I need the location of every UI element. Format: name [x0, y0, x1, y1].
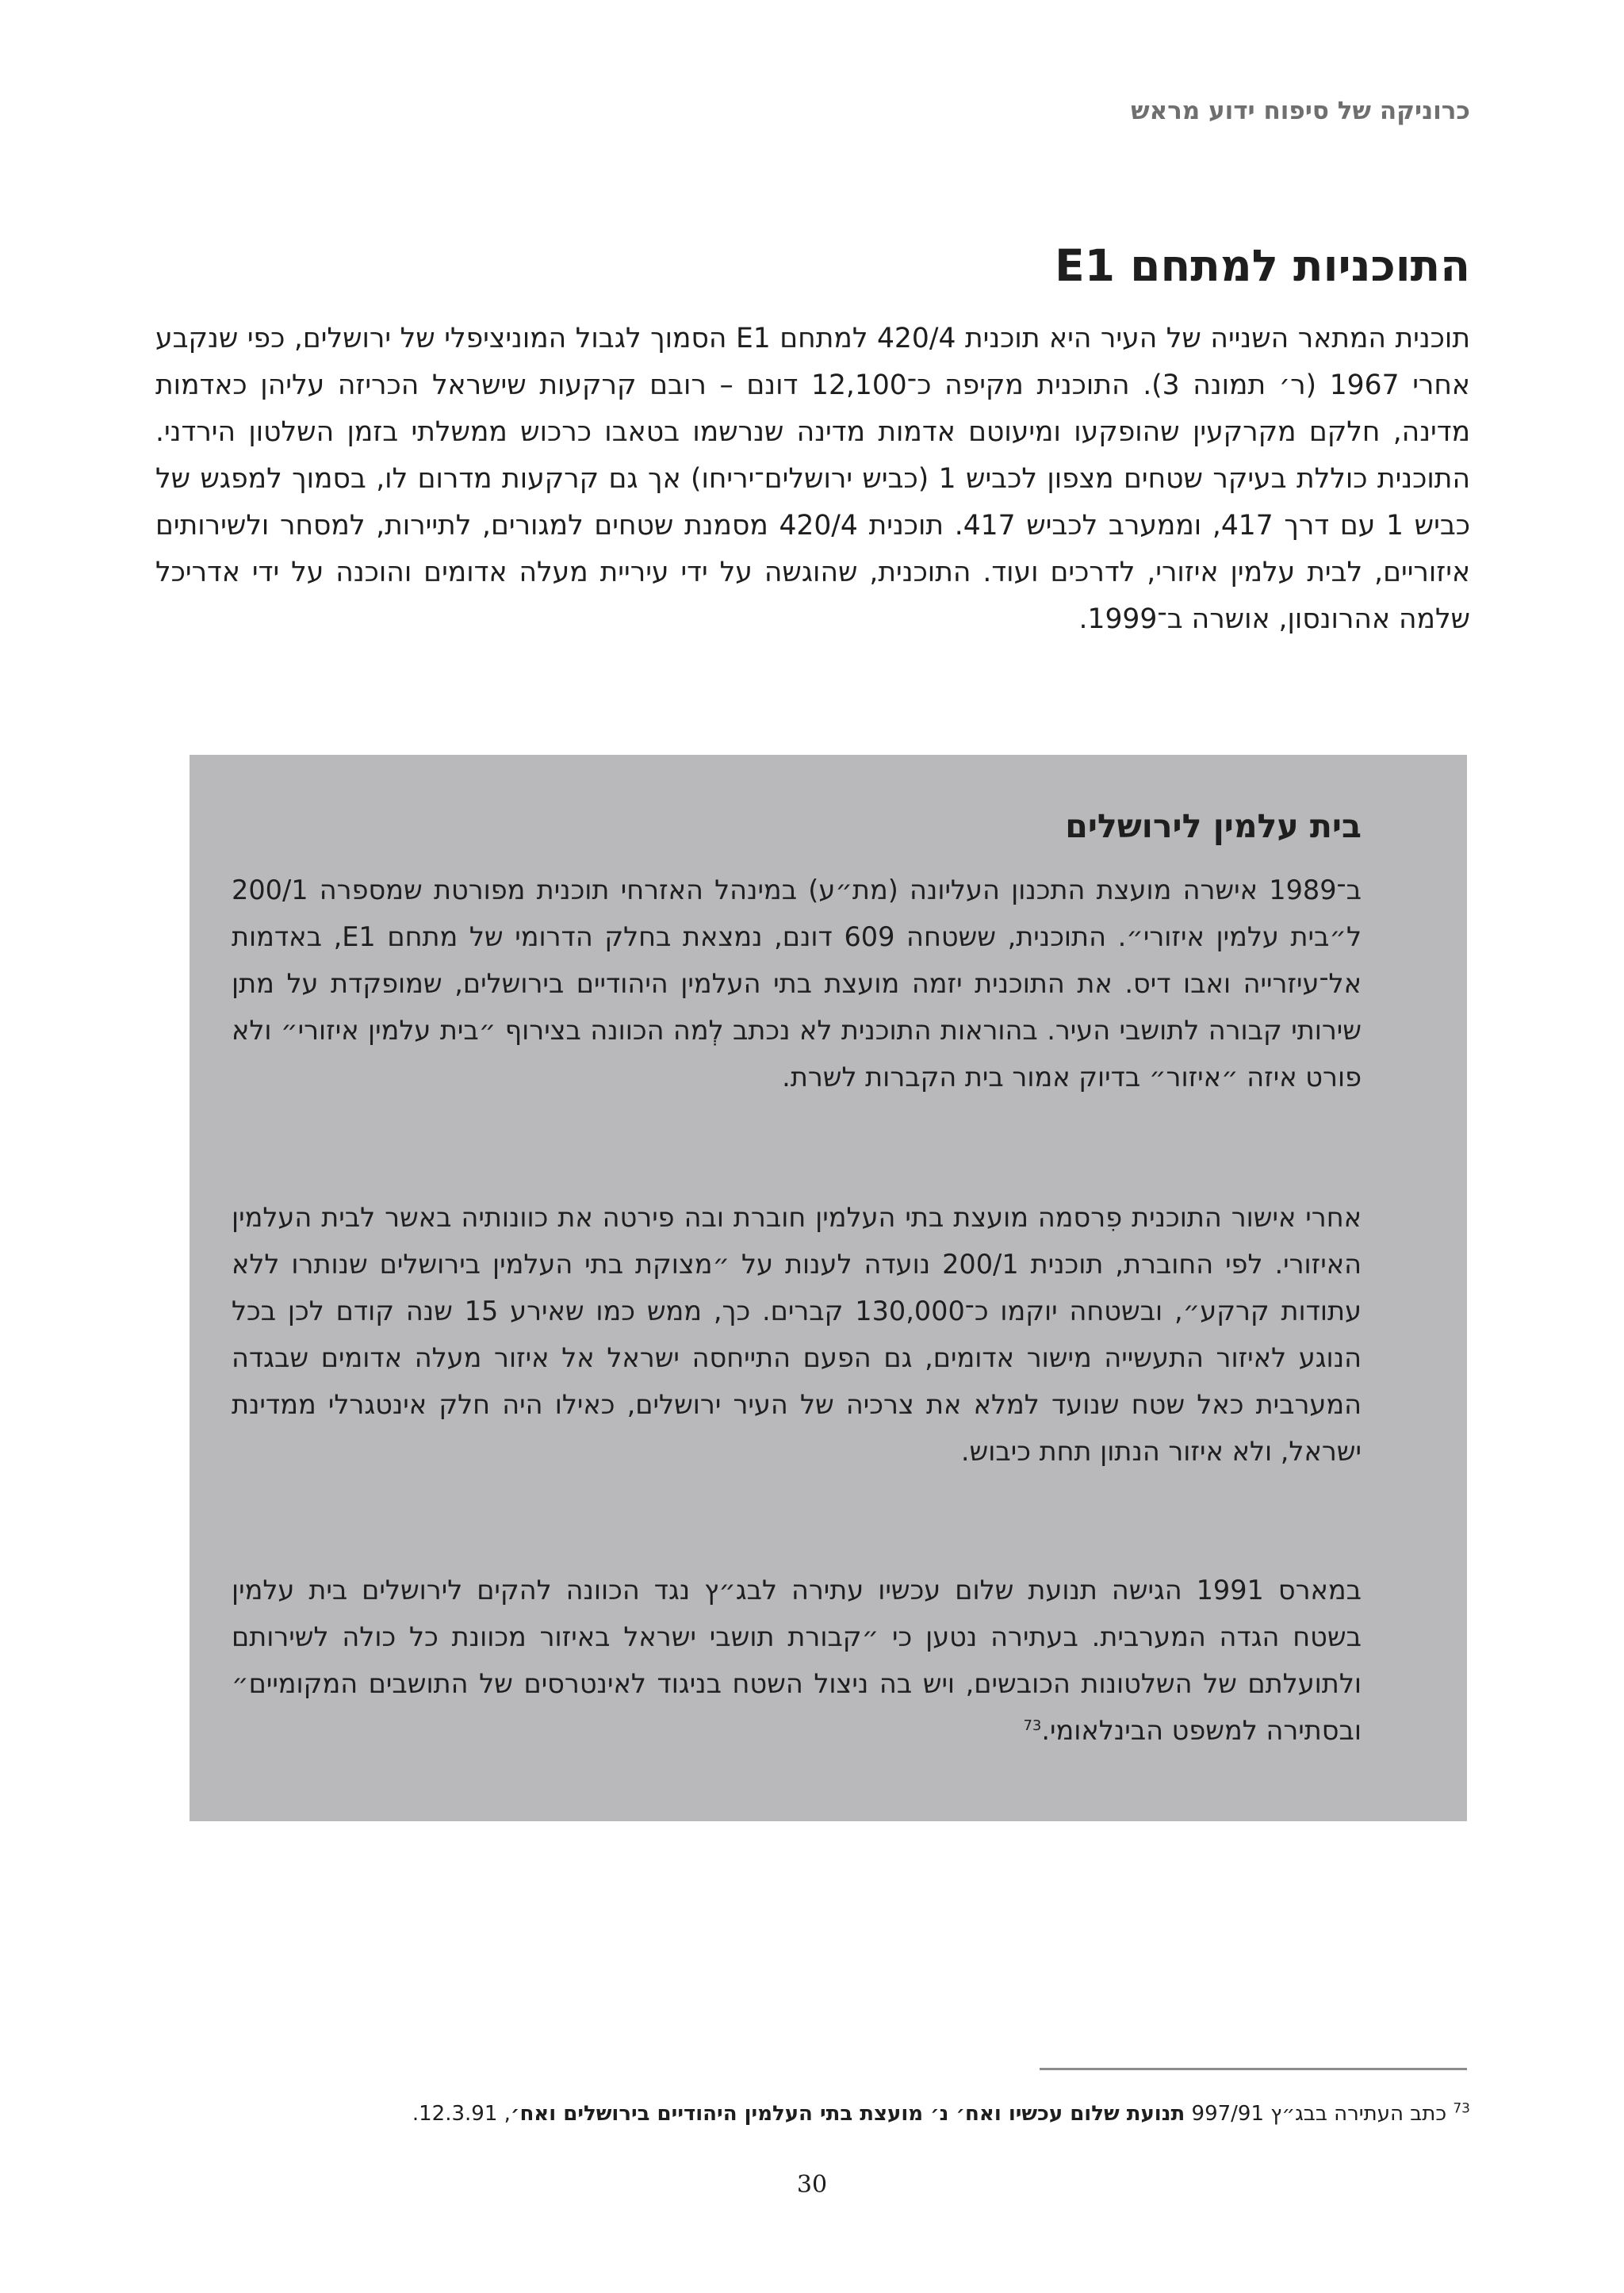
- footnote-suffix: , 12.3.91.: [412, 2102, 511, 2126]
- box-paragraph-1: ב־1989 אישרה מועצת התכנון העליונה (מת״ע) במינהל האזרחי תוכנית מפורטת שמספרה 200/1 ל״בית עלמין איזורי״. התוכנית, ששטחה 609 דונם, נמצאת בחלק הדרומי של מתחם E1, באדמות אל־עיזרייה ואבו דיס. את התוכנית יזמה מועצת בתי העלמין היהודיים בירושלים, שמופקדת על מתן שירותי קבורה לתושבי העיר. בהוראות התוכנית לא נכתב לְמה הכוונה בצירוף ״בית עלמין איזורי״ ולא פורט איזה ״איזור״ בדיוק אמור בית הקברות לשרת.: [232, 875, 1362, 1093]
- footnote-reference[interactable]: 73: [1023, 1717, 1042, 1734]
- box-title: בית עלמין לירושלים: [1065, 807, 1362, 845]
- footnote-case-title: תנועת שלום עכשיו ואח׳ נ׳ מועצת בתי העלמין היהודיים בירושלים ואח׳: [510, 2102, 1185, 2126]
- section-paragraph: תוכנית המתאר השנייה של העיר היא תוכנית 420/4 למתחם E1 הסמוך לגבול המוניציפלי של ירושלים, כפי שנקבע אחרי 1967 (ר׳ תמונה 3). התוכנית מקיפה כ־12,100 דונם – רובם קרקעות שישראל הכריזה עליהן כאדמות מדינה, חלקם מקרקעין שהופקעו ומיעוטם אדמות מדינה שנרשמו בטאבו כרכוש ממשלתי בזמן השלטון הירדני. התוכנית כוללת בעיקר שטחים מצפון לכביש 1 (כביש ירושלים־יריחו) אך גם קרקעות מדרום לו, בסמוך למפגש של כביש 1 עם דרך 417, וממערב לכביש 417. תוכנית 420/4 מסמנת שטחים למגורים, לתיירות, למסחר ולשירותים איזוריים, לבית עלמין איזורי, לדרכים ועוד. התוכנית, שהוגשה על ידי עיריית מעלה אדומים והוכנה על ידי אדריכל שלמה אהרונסון, אושרה ב־1999.: [155, 323, 1471, 635]
- box-paragraph-3-text: במארס 1991 הגישה תנועת שלום עכשיו עתירה לבג״ץ נגד הכוונה להקים לירושלים בית עלמין בשטח הגדה המערבית. בעתירה נטען כי ״קבורת תושבי ישראל באיזור מכוונת כל כולה לשירותם ולתועלתם של השלטונות הכובשים, ויש בה ניצול השטח בניגוד לאינטרסים של התושבים המקומיים״ ובסתירה למשפט הבינלאומי.: [232, 1575, 1362, 1746]
- footnote-number: 73: [1453, 2100, 1470, 2117]
- box-paragraph-2: אחרי אישור התוכנית פִרסמה מועצת בתי העלמין חוברת ובה פירטה את כוונותיה באשר לבית העלמין האיזורי. לפי החוברת, תוכנית 200/1 נועדה לענות על ״מצוקת בתי העלמין בירושלים שנותרו ללא עתודות קרקע״, ובשטחה יוקמו כ־130,000 קברים. כך, ממש כמו שאירע 15 שנה קודם לכן בכל הנוגע לאיזור התעשייה מישור אדומים, גם הפעם התייחסה ישראל אל איזור מעלה אדומים שבגדה המערבית כאל שטח שנועד למלא את צרכיה של העיר ירושלים, כאילו היה חלק אינטגרלי ממדינת ישראל, ולא איזור הנתון תחת כיבוש.: [232, 1202, 1362, 1467]
- footnote-prefix: כתב העתירה בבג״ץ 997/91: [1191, 2102, 1447, 2126]
- box-paragraph-3: [232, 1567, 1362, 1754]
- running-header: כרוניקה של סיפוח ידוע מראש: [1131, 97, 1470, 125]
- page-number: 30: [796, 2171, 828, 2199]
- footnote: [412, 2098, 1470, 2130]
- section-title: התוכניות למתחם E1: [1055, 240, 1470, 291]
- footnote-divider: [1040, 2068, 1467, 2070]
